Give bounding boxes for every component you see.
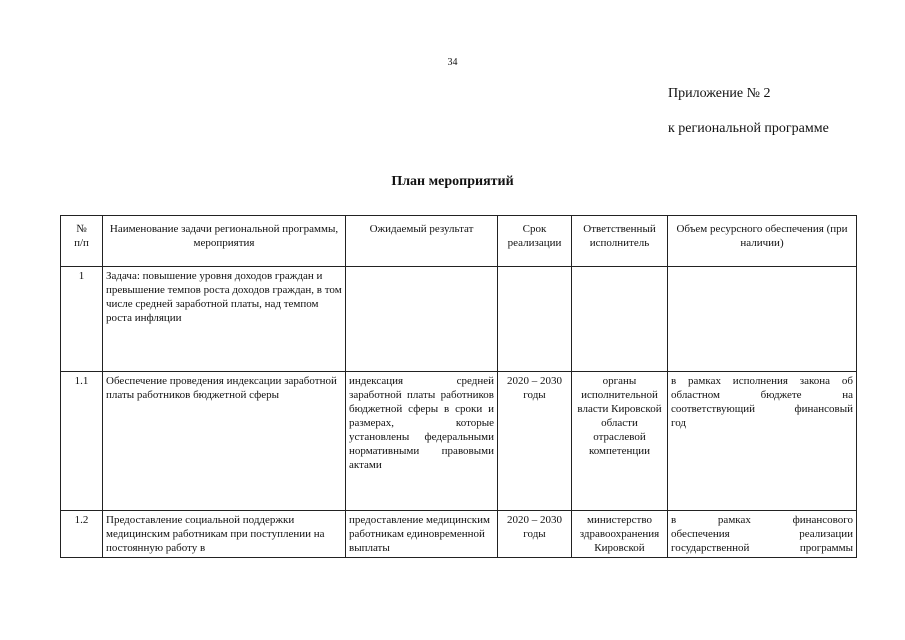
row-number: 1.2	[61, 511, 103, 558]
header-result-label: Ожидаемый результат	[369, 223, 474, 235]
row-volume-line: соответствующий финансовый	[671, 403, 853, 415]
row-volume	[668, 267, 857, 372]
annex-subtitle: к региональной программе	[668, 121, 829, 136]
row-volume-line: областном бюджете на	[671, 389, 853, 401]
row-name: Задача: повышение уровня доходов граждан и превышение темпов роста доходов граждан, в том числе средней заработной платы, над темпом роста инфляции	[103, 267, 346, 372]
row-name: Предоставление социальной поддержки медицинским работникам при поступлении на постоянную работу в	[103, 511, 346, 558]
row-volume-line: в рамках финансового	[671, 514, 853, 526]
table-row	[61, 267, 857, 372]
header-term-label: Срок реализации	[507, 223, 562, 249]
header-responsible-label: Ответственный исполнитель	[583, 223, 656, 249]
row-term	[498, 267, 572, 372]
page-number: 34	[447, 57, 458, 68]
header-number-label: № п/п	[74, 223, 89, 249]
plan-table	[60, 215, 857, 558]
row-number: 1	[61, 267, 103, 372]
row-volume-line: год	[671, 417, 687, 429]
row-number: 1.1	[61, 372, 103, 511]
header-name	[103, 216, 346, 267]
header-number	[61, 216, 103, 267]
row-responsible	[572, 267, 668, 372]
header-result	[346, 216, 498, 267]
annex-title: Приложение № 2	[668, 86, 771, 101]
row-volume	[668, 372, 857, 511]
row-responsible: министерство здравоохранения Кировской	[572, 511, 668, 558]
row-result: предоставление медицинским работникам единовременной выплаты	[346, 511, 498, 558]
table-row	[61, 511, 857, 558]
row-volume-line: обеспечения реализации	[671, 528, 853, 540]
header-volume	[668, 216, 857, 267]
header-responsible	[572, 216, 668, 267]
row-name: Обеспечение проведения индексации заработной платы работников бюджетной сферы	[103, 372, 346, 511]
row-term: 2020 – 2030 годы	[498, 372, 572, 511]
header-name-label: Наименование задачи региональной программы, мероприятия	[109, 223, 339, 249]
row-term: 2020 – 2030 годы	[498, 511, 572, 558]
row-volume-line: государственной программы	[671, 542, 853, 554]
row-volume-line: в рамках исполнения закона об	[671, 375, 853, 387]
table-header-row	[61, 216, 857, 267]
row-volume	[668, 511, 857, 558]
row-result: индексация средней заработной платы работников бюджетной сферы в сроки и размерах, которые установлены федеральными нормативными правовыми актами	[346, 372, 498, 511]
header-volume-label: Объем ресурсного обеспечения (при наличии)	[676, 223, 848, 249]
row-result	[346, 267, 498, 372]
header-term	[498, 216, 572, 267]
row-responsible: органы исполнительной власти Кировской области отраслевой компетенции	[572, 372, 668, 511]
plan-title: План мероприятий	[391, 174, 514, 189]
table-row	[61, 372, 857, 511]
